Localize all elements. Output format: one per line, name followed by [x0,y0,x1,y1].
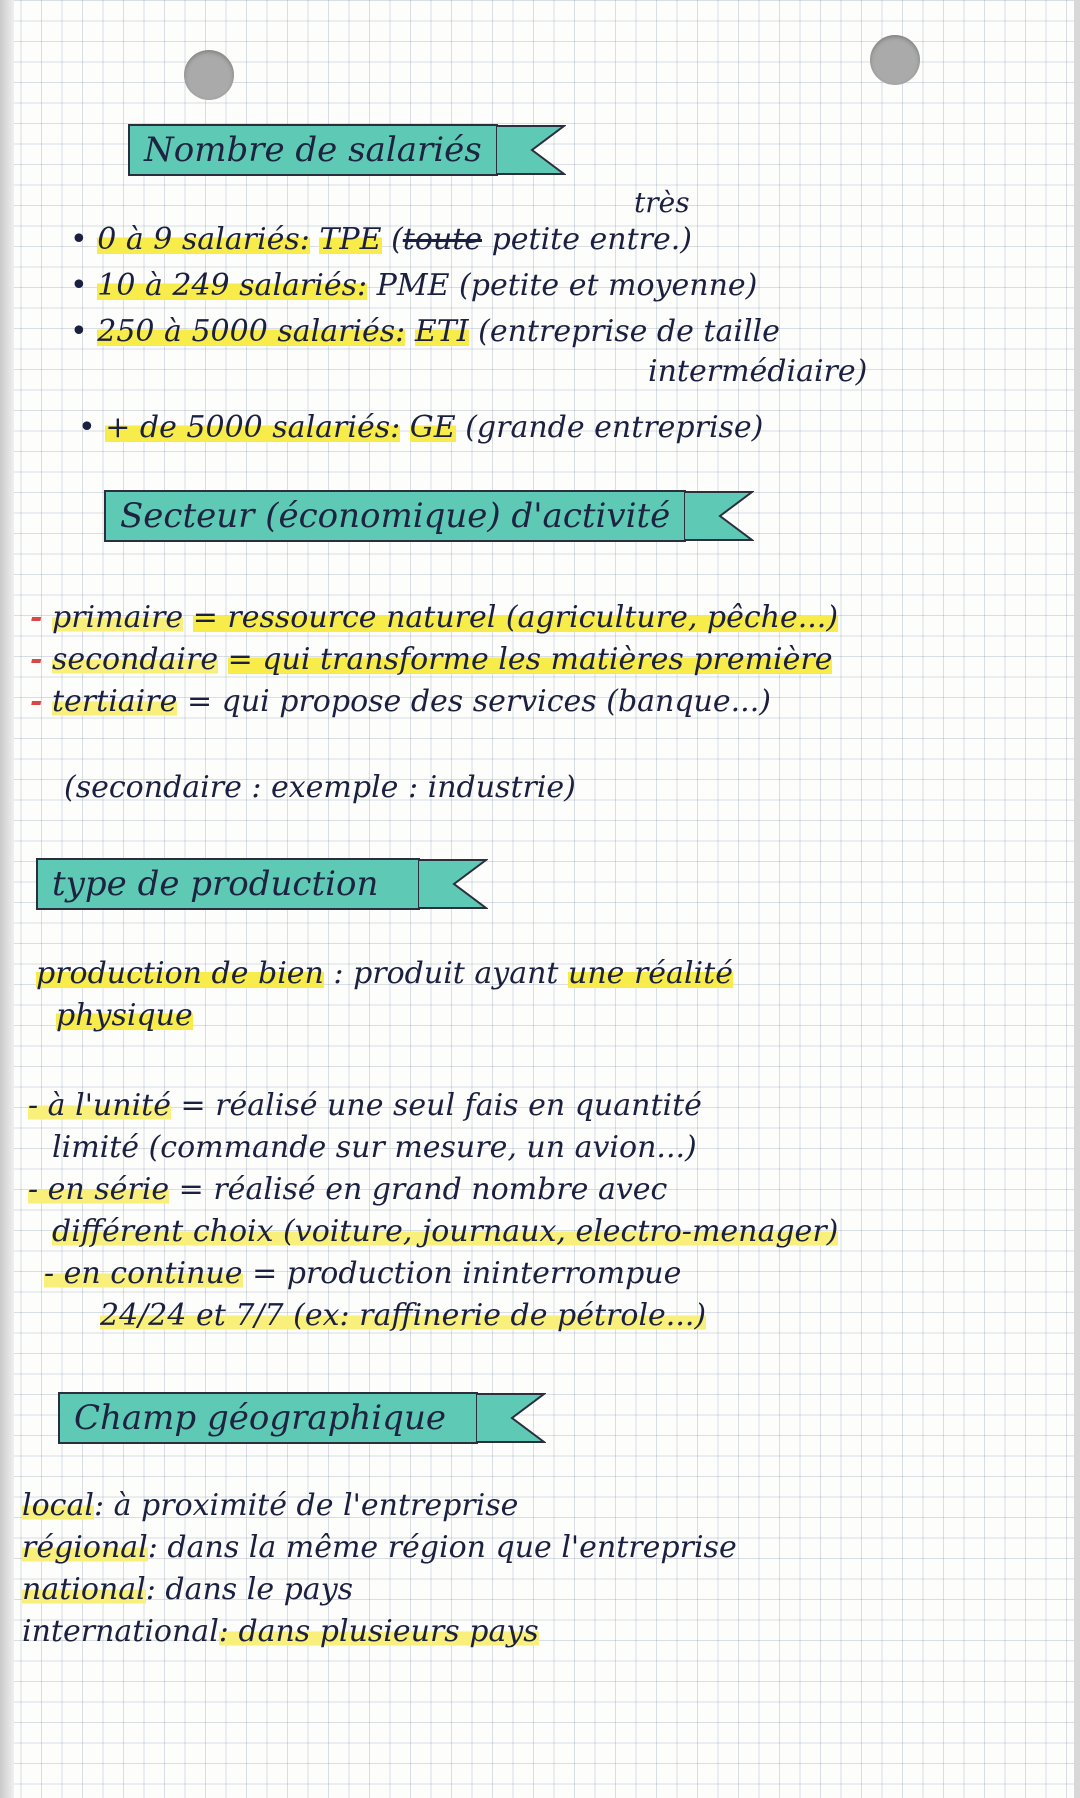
page-edge [0,0,14,1798]
abbr: GE [409,410,456,445]
page-edge-right [1074,0,1080,1798]
geo-item-2 [22,1530,737,1565]
production-item-1-cont: limité (commande sur mesure, un avion...) [52,1130,697,1165]
banner-production [36,858,488,910]
definition-cont: différent choix (voiture, journaux, electro-menager) [52,1214,839,1249]
range: 10 à 249 salariés: [97,268,368,303]
intro-term: production de bien [36,956,324,991]
term: secondaire [52,642,219,677]
geo-item-4 [22,1614,539,1649]
detail: (entreprise de taille [478,314,780,349]
range: + de 5000 salariés: [105,410,401,445]
production-item-3-cont [100,1298,706,1333]
banner-tail-icon [418,858,488,910]
salaries-item-2: • 10 à 249 salariés: PME (petite et moyenne) [70,268,758,303]
banner-title: Secteur (économique) d'activité [104,490,686,542]
dash-icon: - [30,642,43,677]
term: - en continue [44,1256,243,1291]
dash-icon: - [30,684,43,719]
banner-title: Champ géographique [58,1392,478,1444]
banner-secteur [104,490,754,542]
punch-hole-right [870,35,920,85]
secteur-item-3 [30,684,771,719]
term: local [22,1488,94,1523]
term: international [22,1614,219,1649]
salaries-item-3: • 250 à 5000 salariés: ETI (entreprise de taille [70,314,780,349]
secteur-note: (secondaire : exemple : industrie) [64,770,576,805]
banner-tail-icon [476,1392,546,1444]
production-item-2-cont [52,1214,838,1249]
definition: = qui transforme les matières première [227,642,833,677]
definition: : dans plusieurs pays [218,1614,539,1649]
abbr: TPE [319,222,382,257]
term: - en série [28,1172,170,1207]
definition: = réalisé une seul fais en quantité [180,1088,702,1123]
range: 250 à 5000 salariés: [97,314,406,349]
banner-title: type de production [36,858,420,910]
banner-nombre-salaries [128,124,566,176]
definition: : dans le pays [145,1572,354,1607]
dash-icon: - [30,600,43,635]
production-item-3 [44,1256,681,1291]
secteur-item-2 [30,642,832,677]
banner-tail-icon [684,490,754,542]
term: national [22,1572,146,1607]
detail: petite entre.) [491,222,692,257]
geo-item-1 [22,1488,518,1523]
punch-hole-left [184,50,234,100]
banner-title: Nombre de salariés [128,124,498,176]
above-word: très [634,186,690,219]
definition-cont: 24/24 et 7/7 (ex: raffinerie de pétrole...) [100,1298,707,1333]
salaries-item-1: • 0 à 9 salariés: TPE (toute petite entre.) [70,222,692,257]
detail: (petite et moyenne) [459,268,758,303]
salaries-item-4: • + de 5000 salariés: GE (grande entreprise) [78,410,764,445]
abbr: ETI [414,314,469,349]
struck-word: toute [402,222,483,257]
term: régional [22,1530,148,1565]
term: - à l'unité [28,1088,171,1123]
salaries-item-3-cont: intermédiaire) [648,354,868,389]
definition: = réalisé en grand nombre avec [178,1172,668,1207]
production-item-2 [28,1172,667,1207]
range: 0 à 9 salariés: [97,222,310,257]
intro-def: : produit ayant [333,956,559,991]
secteur-item-1 [30,600,838,635]
banner-geo [58,1392,546,1444]
production-intro-cont [56,998,193,1033]
definition: = qui propose des services (banque...) [186,684,771,719]
definition: : dans la même région que l'entreprise [147,1530,737,1565]
production-item-1 [28,1088,702,1123]
abbr: PME [376,268,450,303]
term: primaire [52,600,184,635]
intro-def-hl: une réalité [568,956,733,991]
banner-tail-icon [496,124,566,176]
term: tertiaire [52,684,178,719]
definition: : à proximité de l'entreprise [93,1488,519,1523]
intro-physique: physique [56,998,193,1033]
geo-item-3 [22,1572,353,1607]
definition: = production ininterrompue [252,1256,682,1291]
detail: (grande entreprise) [465,410,764,445]
paren: ( [391,222,403,257]
definition: = ressource naturel (agriculture, pêche...) [192,600,839,635]
production-intro [36,956,733,991]
